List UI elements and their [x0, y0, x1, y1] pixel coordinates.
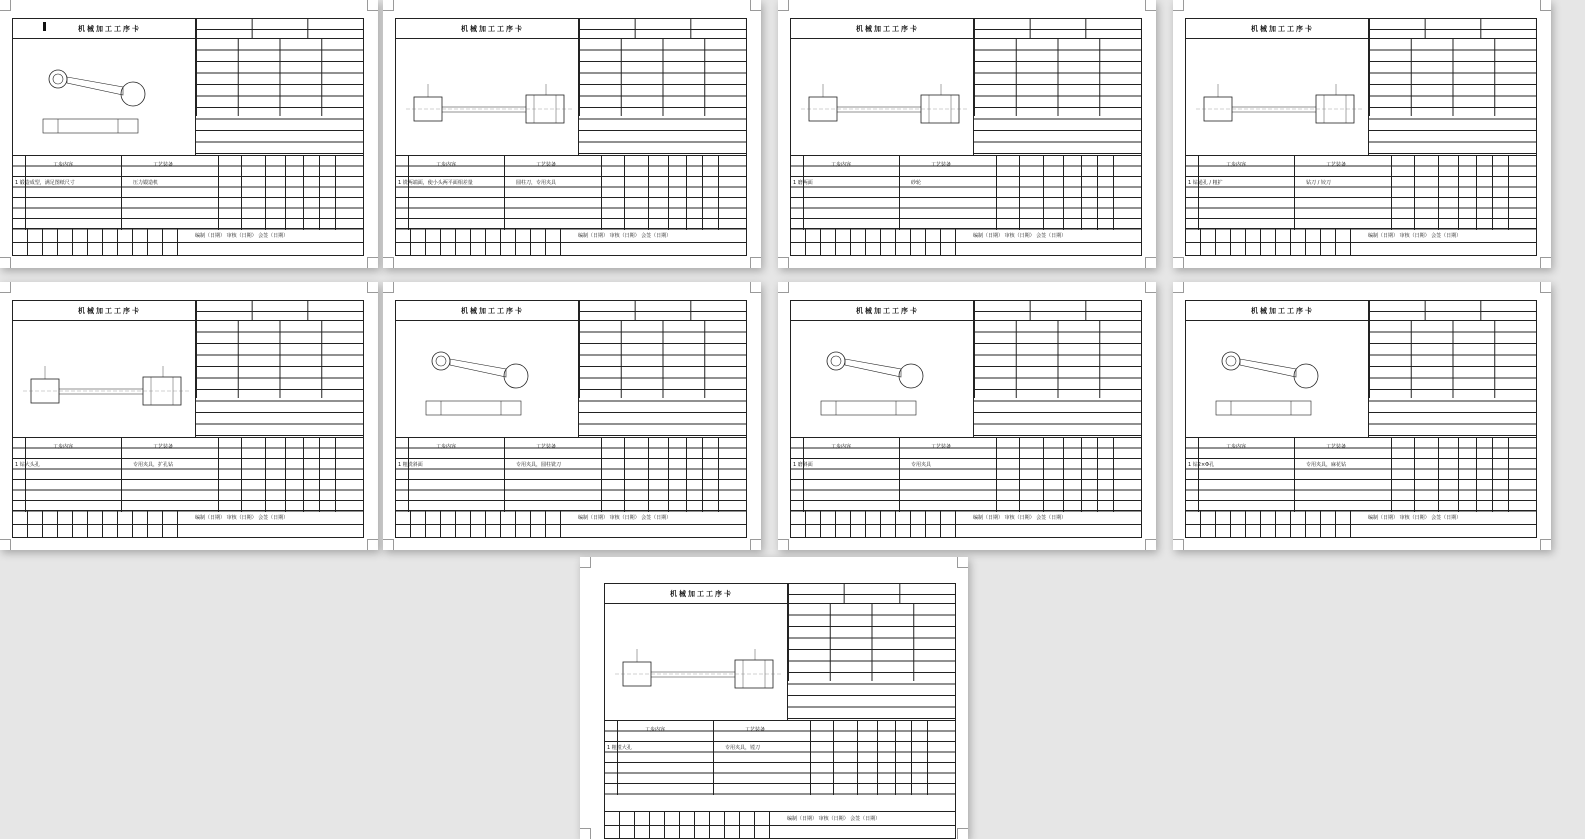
header-grid	[579, 301, 746, 321]
table-col-line	[408, 438, 409, 512]
sign-off-caption: 编制（日期） 审核（日期） 会签（日期）	[578, 515, 672, 521]
step-table	[13, 156, 363, 230]
table-col-line	[1458, 438, 1459, 512]
crop-mark	[1540, 282, 1551, 293]
table-col-line	[1043, 438, 1044, 512]
card-title: 机械加工工序卡	[78, 25, 141, 33]
table-col-line	[686, 438, 687, 512]
equipment-row-1: 专用夹具，扩孔钻	[133, 462, 174, 468]
col-step-header: 工步内容	[53, 162, 74, 168]
table-col-line	[504, 156, 505, 230]
table-col-line	[218, 438, 219, 512]
step-table	[396, 438, 746, 512]
table-col-line	[25, 156, 26, 230]
table-col-line	[1508, 438, 1509, 512]
sign-off-block	[13, 228, 363, 255]
table-col-line	[1081, 156, 1082, 230]
equipment-row-1: 专用夹具，麻花钻	[1306, 462, 1347, 468]
table-col-line	[335, 438, 336, 512]
table-col-line	[1198, 156, 1199, 230]
table-col-line	[504, 438, 505, 512]
table-col-line	[121, 438, 122, 512]
crop-mark	[0, 0, 11, 11]
crop-mark	[383, 257, 394, 268]
card-title-cell	[13, 301, 196, 321]
table-col-line	[833, 721, 834, 795]
equipment-row-1: 专用夹具，镗刀	[725, 745, 761, 751]
equipment-row-1: 钻刀 / 铰刀	[1306, 180, 1331, 186]
table-col-line	[624, 156, 625, 230]
table-col-line	[1113, 156, 1114, 230]
process-info-grid	[788, 604, 955, 721]
step-row-1: 1 粗铣斜面	[398, 462, 423, 468]
crop-mark	[957, 557, 968, 568]
drawing-svg	[396, 39, 579, 156]
part-drawing	[13, 39, 196, 156]
card-title: 机械加工工序卡	[1251, 25, 1314, 33]
table-col-line	[686, 156, 687, 230]
crop-mark	[1145, 282, 1156, 293]
crop-mark	[1540, 0, 1551, 11]
sign-off-caption: 编制（日期） 审核（日期） 会签（日期）	[195, 233, 289, 239]
table-col-line	[648, 156, 649, 230]
header-grid	[579, 19, 746, 39]
crop-mark	[778, 257, 789, 268]
step-table	[605, 721, 955, 795]
crop-mark	[367, 539, 378, 550]
step-row-1: 1 钻大头孔	[15, 462, 40, 468]
drawing-svg	[1186, 321, 1369, 438]
table-col-line	[895, 721, 896, 795]
sign-off-block	[791, 228, 1141, 255]
part-drawing	[605, 604, 788, 721]
crop-mark	[750, 282, 761, 293]
sign-off-caption: 编制（日期） 审核（日期） 会签（日期）	[195, 515, 289, 521]
crop-mark	[1540, 539, 1551, 550]
table-col-line	[1438, 156, 1439, 230]
table-col-line	[857, 721, 858, 795]
table-col-line	[803, 438, 804, 512]
table-col-line	[601, 156, 602, 230]
col-equipment-header: 工艺装备	[931, 444, 952, 450]
part-drawing	[13, 321, 196, 438]
sign-off-block	[1186, 228, 1536, 255]
table-col-line	[1492, 438, 1493, 512]
process-info-grid	[974, 321, 1141, 438]
col-step-header: 工步内容	[645, 727, 666, 733]
table-col-line	[1294, 438, 1295, 512]
crop-mark	[1173, 539, 1184, 550]
table-col-line	[702, 438, 703, 512]
table-col-line	[121, 156, 122, 230]
crop-mark	[1173, 282, 1184, 293]
drawing-svg	[791, 321, 974, 438]
col-step-header: 工步内容	[831, 162, 852, 168]
sign-off-block	[396, 510, 746, 537]
table-col-line	[1063, 156, 1064, 230]
table-col-line	[617, 721, 618, 795]
crop-mark	[383, 539, 394, 550]
col-step-header: 工步内容	[1226, 162, 1247, 168]
part-drawing	[396, 321, 579, 438]
table-col-line	[1081, 438, 1082, 512]
crop-mark	[580, 828, 591, 839]
drawing-svg	[1186, 39, 1369, 156]
table-col-line	[1476, 156, 1477, 230]
card-frame	[12, 18, 364, 256]
card-title-cell	[1186, 301, 1369, 321]
step-table	[1186, 438, 1536, 512]
card-frame	[604, 583, 956, 839]
header-grid	[196, 301, 363, 321]
table-col-line	[265, 438, 266, 512]
card-frame	[12, 300, 364, 538]
sign-off-caption: 编制（日期） 审核（日期） 会签（日期）	[787, 816, 881, 822]
table-col-line	[996, 156, 997, 230]
table-col-line	[285, 156, 286, 230]
sign-off-caption: 编制（日期） 审核（日期） 会签（日期）	[1368, 233, 1462, 239]
card-title: 机械加工工序卡	[461, 307, 524, 315]
process-card-page	[1173, 0, 1551, 268]
table-col-line	[702, 156, 703, 230]
table-col-line	[899, 156, 900, 230]
crop-mark	[778, 0, 789, 11]
table-col-line	[1294, 156, 1295, 230]
step-row-1: 1 粗镗大孔	[607, 745, 632, 751]
sign-off-caption: 编制（日期） 审核（日期） 会签（日期）	[973, 233, 1067, 239]
table-col-line	[1414, 438, 1415, 512]
process-info-grid	[579, 321, 746, 438]
table-col-line	[1043, 156, 1044, 230]
crop-mark	[367, 257, 378, 268]
table-col-line	[648, 438, 649, 512]
part-drawing	[1186, 321, 1369, 438]
step-row-1: 1 钻通孔 / 粗扩	[1188, 180, 1223, 186]
col-equipment-header: 工艺装备	[745, 727, 766, 733]
card-title: 机械加工工序卡	[670, 590, 733, 598]
crop-mark	[1173, 0, 1184, 11]
table-col-line	[1438, 438, 1439, 512]
table-col-line	[624, 438, 625, 512]
card-title: 机械加工工序卡	[856, 307, 919, 315]
col-step-header: 工步内容	[436, 162, 457, 168]
process-card-page	[1173, 282, 1551, 550]
header-grid	[1369, 301, 1536, 321]
equipment-row-1: 圆柱刀，专用夹具	[516, 180, 557, 186]
process-card-page	[0, 0, 378, 268]
equipment-row-1: 砂轮	[911, 180, 922, 186]
part-drawing	[1186, 39, 1369, 156]
drawing-svg	[13, 39, 196, 156]
step-row-1: 1 钻2×Φ孔	[1188, 462, 1215, 468]
process-info-grid	[1369, 39, 1536, 156]
col-equipment-header: 工艺装备	[153, 444, 174, 450]
table-col-line	[285, 438, 286, 512]
header-grid	[974, 301, 1141, 321]
crop-mark	[1540, 257, 1551, 268]
table-col-line	[1492, 156, 1493, 230]
crop-mark	[1173, 257, 1184, 268]
card-frame	[395, 300, 747, 538]
equipment-row-1: 专用夹具，圆柱铣刀	[516, 462, 562, 468]
header-grid	[974, 19, 1141, 39]
crop-mark	[750, 257, 761, 268]
col-equipment-header: 工艺装备	[153, 162, 174, 168]
card-frame	[1185, 300, 1537, 538]
table-col-line	[668, 156, 669, 230]
card-title: 机械加工工序卡	[461, 25, 524, 33]
crop-mark	[383, 282, 394, 293]
part-drawing	[791, 321, 974, 438]
header-grid	[1369, 19, 1536, 39]
table-col-line	[1391, 156, 1392, 230]
process-card-page	[383, 0, 761, 268]
table-col-line	[1063, 438, 1064, 512]
step-table	[1186, 156, 1536, 230]
card-title-cell	[396, 301, 579, 321]
step-table	[13, 438, 363, 512]
crop-mark	[1145, 257, 1156, 268]
table-col-line	[899, 438, 900, 512]
card-title: 机械加工工序卡	[1251, 307, 1314, 315]
process-info-grid	[974, 39, 1141, 156]
table-col-line	[601, 438, 602, 512]
process-card-page	[778, 0, 1156, 268]
step-row-1: 1 铣两端面，使小头两平面相差量	[398, 180, 473, 186]
crop-mark	[383, 0, 394, 11]
crop-mark	[367, 0, 378, 11]
table-col-line	[335, 156, 336, 230]
process-info-grid	[579, 39, 746, 156]
crop-mark	[750, 539, 761, 550]
card-title: 机械加工工序卡	[78, 307, 141, 315]
card-frame	[1185, 18, 1537, 256]
sign-off-block	[1186, 510, 1536, 537]
step-table	[396, 156, 746, 230]
sign-off-caption: 编制（日期） 审核（日期） 会签（日期）	[973, 515, 1067, 521]
table-col-line	[241, 156, 242, 230]
drawing-svg	[605, 604, 788, 721]
table-col-line	[303, 156, 304, 230]
col-equipment-header: 工艺装备	[931, 162, 952, 168]
card-title-cell	[1186, 19, 1369, 39]
col-step-header: 工步内容	[1226, 444, 1247, 450]
crop-mark	[750, 0, 761, 11]
crop-mark	[580, 557, 591, 568]
part-drawing	[791, 39, 974, 156]
card-title-cell	[791, 19, 974, 39]
equipment-row-1: 专用夹具	[911, 462, 932, 468]
col-equipment-header: 工艺装备	[536, 162, 557, 168]
step-row-1: 1 磨两面	[793, 180, 813, 186]
process-info-grid	[196, 321, 363, 438]
table-col-line	[241, 438, 242, 512]
col-equipment-header: 工艺装备	[1326, 444, 1347, 450]
card-frame	[790, 300, 1142, 538]
table-col-line	[1097, 156, 1098, 230]
table-col-line	[1113, 438, 1114, 512]
table-col-line	[718, 438, 719, 512]
sign-off-block	[605, 811, 955, 838]
header-grid	[196, 19, 363, 39]
header-grid	[788, 584, 955, 604]
table-col-line	[877, 721, 878, 795]
table-col-line	[303, 438, 304, 512]
table-col-line	[718, 156, 719, 230]
card-title: 机械加工工序卡	[856, 25, 919, 33]
process-card-page	[0, 282, 378, 550]
table-col-line	[1476, 438, 1477, 512]
table-col-line	[668, 438, 669, 512]
process-card-page	[580, 557, 968, 839]
table-col-line	[1019, 438, 1020, 512]
table-col-line	[1198, 438, 1199, 512]
table-col-line	[1414, 156, 1415, 230]
col-step-header: 工步内容	[436, 444, 457, 450]
crop-mark	[367, 282, 378, 293]
table-col-line	[1019, 156, 1020, 230]
table-col-line	[810, 721, 811, 795]
table-col-line	[1508, 156, 1509, 230]
card-frame	[790, 18, 1142, 256]
table-col-line	[218, 156, 219, 230]
col-step-header: 工步内容	[53, 444, 74, 450]
process-card-page	[383, 282, 761, 550]
card-title-cell	[605, 584, 788, 604]
crop-mark	[0, 257, 11, 268]
table-col-line	[803, 156, 804, 230]
table-col-line	[319, 156, 320, 230]
table-col-line	[911, 721, 912, 795]
drawing-svg	[396, 321, 579, 438]
process-card-page	[778, 282, 1156, 550]
process-info-grid	[1369, 321, 1536, 438]
step-row-1: 1 磨斜面	[793, 462, 813, 468]
part-drawing	[396, 39, 579, 156]
table-col-line	[713, 721, 714, 795]
table-col-line	[408, 156, 409, 230]
crop-mark	[778, 539, 789, 550]
sign-off-block	[791, 510, 1141, 537]
step-table	[791, 156, 1141, 230]
table-col-line	[25, 438, 26, 512]
card-title-cell	[396, 19, 579, 39]
step-row-1: 1 锻造成型，满足图纸尺寸	[15, 180, 75, 186]
card-title-cell	[791, 301, 974, 321]
table-col-line	[1458, 156, 1459, 230]
sign-off-block	[396, 228, 746, 255]
card-frame	[395, 18, 747, 256]
step-table	[791, 438, 1141, 512]
process-info-grid	[196, 39, 363, 156]
equipment-row-1: 压力锻造机	[133, 180, 159, 186]
title-mark	[43, 22, 46, 31]
table-col-line	[996, 438, 997, 512]
col-equipment-header: 工艺装备	[1326, 162, 1347, 168]
crop-mark	[1145, 539, 1156, 550]
col-step-header: 工步内容	[831, 444, 852, 450]
card-title-cell	[13, 19, 196, 39]
crop-mark	[1145, 0, 1156, 11]
sign-off-caption: 编制（日期） 审核（日期） 会签（日期）	[1368, 515, 1462, 521]
crop-mark	[778, 282, 789, 293]
sign-off-caption: 编制（日期） 审核（日期） 会签（日期）	[578, 233, 672, 239]
drawing-svg	[791, 39, 974, 156]
table-col-line	[1097, 438, 1098, 512]
col-equipment-header: 工艺装备	[536, 444, 557, 450]
table-col-line	[265, 156, 266, 230]
crop-mark	[0, 282, 11, 293]
table-col-line	[1391, 438, 1392, 512]
crop-mark	[957, 828, 968, 839]
sign-off-block	[13, 510, 363, 537]
crop-mark	[0, 539, 11, 550]
table-col-line	[927, 721, 928, 795]
drawing-svg	[13, 321, 196, 438]
table-col-line	[319, 438, 320, 512]
